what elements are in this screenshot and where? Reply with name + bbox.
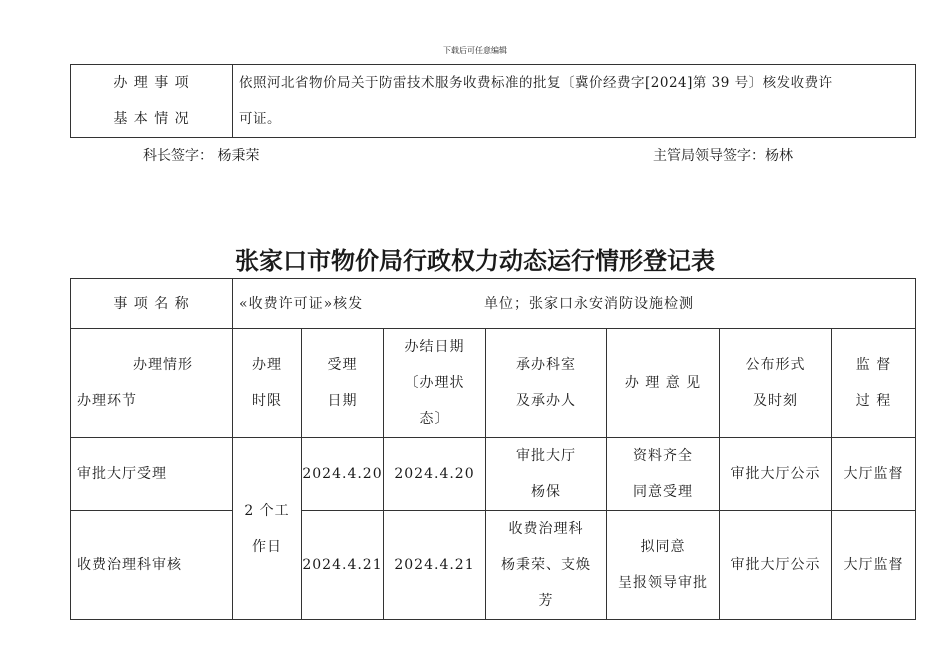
- header-done-line3: 态〕: [419, 411, 450, 427]
- header-accept-line1: 受理: [327, 357, 358, 373]
- row-step: 审批大厅受理: [71, 438, 233, 511]
- content-line2: 可证。: [239, 111, 281, 127]
- row-opinion-line1: 资料齐全: [633, 448, 693, 464]
- time-limit-line2: 作日: [252, 538, 282, 555]
- table-row: [71, 438, 916, 511]
- header-publish-line1: 公布形式: [745, 357, 806, 373]
- time-limit-line1: 2 个工: [244, 502, 290, 519]
- label-line1: 办 理 事 项: [113, 75, 190, 91]
- row-supervise: 大厅监督: [832, 438, 916, 511]
- header-dept-line2: 及承办人: [516, 393, 576, 409]
- row-opinion-line2: 呈报领导审批: [618, 575, 708, 591]
- page-title: 张家口市物价局行政权力动态运行情形登记表: [235, 247, 715, 275]
- row-done-date: 2024.4.20: [384, 438, 486, 511]
- header-limit-line2: 时限: [252, 393, 282, 409]
- header-supervise: [832, 329, 916, 438]
- header-time-limit: [233, 329, 302, 438]
- header-note: 下载后可任意编辑: [443, 46, 507, 55]
- row-opinion: [607, 438, 720, 511]
- unit-name: 单位；张家口永安消防设施检测: [484, 295, 695, 312]
- header-supervise-line2: 过 程: [855, 393, 892, 409]
- row-accept-date: 2024.4.21: [302, 511, 384, 620]
- basic-info-content: [233, 65, 916, 138]
- leader-signature: 主管局领导签字：杨林: [653, 148, 793, 164]
- time-limit-cell: [233, 438, 302, 620]
- row-opinion-line1: 拟同意: [640, 539, 686, 555]
- basic-info-table: [70, 64, 916, 138]
- header-dept-line1: 承办科室: [516, 357, 576, 373]
- header-step: 办理环节: [77, 393, 137, 409]
- header-done-line1: 办结日期: [404, 339, 465, 355]
- row-publish: 审批大厅公示: [720, 438, 832, 511]
- row-dept-line3: 芳: [538, 593, 554, 609]
- row-dept-line1: 审批大厅: [516, 448, 576, 464]
- row-done-date: 2024.4.21: [384, 511, 486, 620]
- row-opinion: [607, 511, 720, 620]
- header-opinion: 办 理 意 见: [607, 329, 720, 438]
- basic-info-label: [71, 65, 233, 138]
- row-dept-line1: 收费治理科: [508, 521, 584, 537]
- row-dept-line2: 杨秉荣、支焕: [501, 557, 591, 573]
- header-situation: 办理情形: [133, 357, 193, 373]
- header-accept-line2: 日期: [327, 393, 358, 409]
- header-situation-step: [71, 329, 233, 438]
- row-department: [486, 511, 607, 620]
- header-publish-line2: 及时刻: [753, 393, 798, 409]
- row-dept-line2: 杨保: [531, 484, 561, 500]
- header-supervise-line1: 监 督: [855, 357, 892, 373]
- header-department: [486, 329, 607, 438]
- registration-table: [70, 278, 916, 620]
- header-publish: [720, 329, 832, 438]
- row-department: [486, 438, 607, 511]
- item-name-value: «收费许可证»核发: [239, 295, 364, 312]
- item-name-row: [233, 279, 916, 329]
- label-line2: 基 本 情 况: [113, 111, 190, 127]
- header-accept-date: [302, 329, 384, 438]
- row-opinion-line2: 同意受理: [633, 484, 693, 500]
- row-accept-date: 2024.4.20: [302, 438, 384, 511]
- row-publish: 审批大厅公示: [720, 511, 832, 620]
- row-supervise: 大厅监督: [832, 511, 916, 620]
- item-name-label: 事 项 名 称: [71, 279, 233, 329]
- header-done-date: [384, 329, 486, 438]
- section-chief-signature: 科长签字： 杨秉荣: [143, 148, 260, 164]
- table-row: [71, 511, 916, 620]
- header-limit-line1: 办理: [252, 357, 282, 373]
- content-line1: 依照河北省物价局关于防雷技术服务收费标准的批复〔冀价经费字[2024]第 39 号〕核发收费许: [239, 75, 833, 91]
- row-step: 收费治理科审核: [71, 511, 233, 620]
- header-done-line2: 〔办理状: [404, 375, 465, 391]
